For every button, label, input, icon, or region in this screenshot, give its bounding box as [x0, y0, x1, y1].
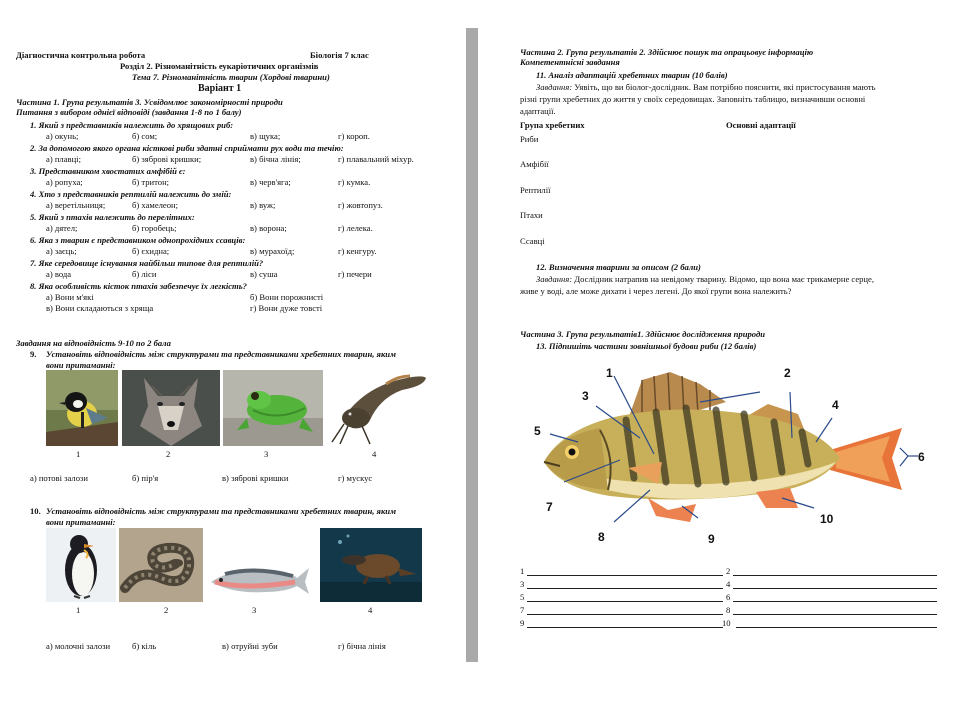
- question-2-option-a[interactable]: а) плавці;: [46, 154, 81, 164]
- answer-line-9[interactable]: [527, 618, 723, 628]
- q10-option-a[interactable]: а) молочні залози: [46, 641, 111, 651]
- page-divider: [466, 28, 478, 662]
- salmon-photo: [205, 560, 313, 602]
- question-7-text: 7. Яке середовище існування найбільш типове для рептилій?: [30, 258, 264, 268]
- fish-label-7: 7: [546, 500, 553, 514]
- answer-num-10: 10: [722, 618, 731, 628]
- q10-option-c[interactable]: в) отруйні зуби: [222, 641, 278, 651]
- q12-task-line2: живе у воді, але може дихати і через легені. До якої групи вона належить?: [520, 286, 792, 296]
- question-4-text: 4. Хто з представників рептилій належить до змій:: [30, 189, 232, 199]
- question-6-option-a[interactable]: а) заєць;: [46, 246, 77, 256]
- question-2-option-c[interactable]: в) бічна лінія;: [250, 154, 301, 164]
- question-1-option-c[interactable]: в) щука;: [250, 131, 281, 141]
- answer-line-5[interactable]: [527, 592, 723, 602]
- table-col-adaptations: Основні адаптації: [726, 120, 796, 130]
- fish-label-3: 3: [582, 389, 589, 403]
- answer-line-6[interactable]: [733, 592, 937, 602]
- q11-task-line2: різні групи хребетних до життя у своїх середовищах. Заповніть таблицю, визначивши основні: [520, 94, 866, 104]
- question-1-option-b[interactable]: б) сом;: [132, 131, 158, 141]
- q8-option-a[interactable]: а) Вони м'які: [46, 292, 94, 302]
- answer-line-10[interactable]: [736, 618, 937, 628]
- answer-line-8[interactable]: [733, 605, 937, 615]
- q12-task-line1: [536, 274, 874, 284]
- q9-label-3: 3: [264, 449, 269, 459]
- question-4-option-d[interactable]: г) жовтопуз.: [338, 200, 383, 210]
- q12-title: 12. Визначення тварини за описом (2 бали): [536, 262, 701, 272]
- q10-label-3: 3: [252, 605, 257, 615]
- q11-task-line1: [536, 82, 876, 92]
- q8-text: 8. Яка особливість кісток птахів забезпечує їх легкість?: [30, 281, 247, 291]
- snake-photo: [119, 528, 203, 602]
- question-1-text: 1. Який з представників належить до хрящових риб:: [30, 120, 234, 130]
- header-right: Біологія 7 клас: [310, 50, 369, 60]
- fish-diagram: [530, 358, 940, 554]
- catfish-photo: [326, 370, 430, 446]
- q10-option-d[interactable]: г) бічна лінія: [338, 641, 386, 651]
- question-2-option-b[interactable]: б) зяброві кришки;: [132, 154, 202, 164]
- answer-line-1[interactable]: [527, 566, 723, 576]
- answer-line-2[interactable]: [733, 566, 937, 576]
- question-3-text: 3. Представником хвостатих амфібій є:: [30, 166, 186, 176]
- question-7-option-b[interactable]: б) ліси: [132, 269, 157, 279]
- table-row-mammals: Ссавці: [520, 236, 545, 246]
- fish-label-8: 8: [598, 530, 605, 544]
- part1-subtitle: Питання з вибором однієї відповіді (завдання 1-8 по 1 балу): [16, 107, 242, 117]
- q8-option-d[interactable]: г) Вони дуже товсті: [250, 303, 323, 313]
- fish-label-5: 5: [534, 424, 541, 438]
- answer-num-7: 7: [520, 605, 525, 615]
- part2-subtitle: Компетентнісні завдання: [520, 57, 620, 67]
- q9-label-4: 4: [372, 449, 377, 459]
- q8-option-b[interactable]: б) Вони порожнисті: [250, 292, 324, 302]
- question-6-option-d[interactable]: г) кенгуру.: [338, 246, 377, 256]
- q9-option-b[interactable]: б) пір'я: [132, 473, 159, 483]
- table-row-reptiles: Рептилії: [520, 185, 551, 195]
- part2-title: Частина 2. Група результатів 2. Здійснює пошук та опрацьовує інформацію: [520, 47, 814, 57]
- fish-label-2: 2: [784, 366, 791, 380]
- question-5-option-b[interactable]: б) горобець;: [132, 223, 177, 233]
- platypus-photo: [320, 528, 422, 602]
- fish-label-1: 1: [606, 366, 613, 380]
- question-4-option-b[interactable]: б) хамелеон;: [132, 200, 179, 210]
- question-1-option-d[interactable]: г) короп.: [338, 131, 370, 141]
- titmouse-photo: [46, 370, 118, 446]
- q10-number: 10.: [30, 506, 41, 516]
- q9-option-d[interactable]: г) мускус: [338, 473, 373, 483]
- part1-title: Частина 1. Група результатів 3. Усвідомлює закономірності природи: [16, 97, 283, 107]
- question-3-option-a[interactable]: а) ропуха;: [46, 177, 83, 187]
- answer-num-2: 2: [726, 566, 731, 576]
- question-5-option-c[interactable]: в) ворона;: [250, 223, 287, 233]
- fish-label-6: 6: [918, 450, 925, 464]
- answer-num-5: 5: [520, 592, 525, 602]
- fish-label-4: 4: [832, 398, 839, 412]
- part3-title: Частина 3. Група результатів1. Здійснює дослідження природи: [520, 329, 765, 339]
- answer-num-8: 8: [726, 605, 731, 615]
- fish-label-9: 9: [708, 532, 715, 546]
- match-header: Завдання на відповідність 9-10 по 2 бала: [16, 338, 171, 348]
- question-3-option-c[interactable]: в) черв'яга;: [250, 177, 291, 187]
- question-6-text: 6. Яка з тварин є представником однопрохідних ссавців:: [30, 235, 246, 245]
- q9-label-1: 1: [76, 449, 81, 459]
- q9-option-c[interactable]: в) зяброві кришки: [222, 473, 289, 483]
- q8-option-c[interactable]: в) Вони складаються з хряща: [46, 303, 154, 313]
- topic-title: Тема 7. Різноманітність тварин (Хордові тварини): [132, 72, 330, 82]
- question-2-text: 2. За допомогою якого органа кісткові риби здатні сприймати рух води та течію:: [30, 143, 344, 153]
- q9-option-a[interactable]: а) потові залози: [30, 473, 89, 483]
- question-3-option-d[interactable]: г) кумка.: [338, 177, 371, 187]
- q13-title: 13. Підпишіть частини зовнішньої будови риби (12 балів): [536, 341, 757, 351]
- answer-num-6: 6: [726, 592, 731, 602]
- table-col-group: Група хребетних: [520, 120, 585, 130]
- question-5-text: 5. Який з птахів належить до перелітних:: [30, 212, 195, 222]
- q11-task-line3: адаптації.: [520, 106, 556, 116]
- q10-label-2: 2: [164, 605, 169, 615]
- question-3-option-b[interactable]: б) тритон;: [132, 177, 170, 187]
- q9-text-line2: вони притаманні:: [46, 360, 116, 370]
- q9-text-line1: Установіть відповідність між структурами та представниками хребетних тварин, яким: [46, 349, 396, 359]
- answer-line-7[interactable]: [527, 605, 723, 615]
- variant-title: Варіант 1: [198, 83, 242, 94]
- question-7-option-c[interactable]: в) суша: [250, 269, 278, 279]
- answer-line-4[interactable]: [733, 579, 937, 589]
- question-7-option-a[interactable]: а) вода: [46, 269, 72, 279]
- q9-label-2: 2: [166, 449, 171, 459]
- question-5-option-d[interactable]: г) лелека.: [338, 223, 373, 233]
- q10-text-line1: Установіть відповідність між структурами та представниками хребетних тварин, яким: [46, 506, 396, 516]
- question-4-option-a[interactable]: а) веретільниця;: [46, 200, 106, 210]
- question-4-option-c[interactable]: в) вуж;: [250, 200, 276, 210]
- question-1-option-a[interactable]: а) окунь;: [46, 131, 79, 141]
- wolf-photo: [122, 370, 220, 446]
- answer-num-3: 3: [520, 579, 525, 589]
- q10-text-line2: вони притаманні:: [46, 517, 116, 527]
- q10-label-1: 1: [76, 605, 81, 615]
- table-row-amphibians: Амфібії: [520, 159, 549, 169]
- header-left: Діагностична контрольна робота: [16, 50, 146, 60]
- answer-num-9: 9: [520, 618, 525, 628]
- table-row-fish: Риби: [520, 134, 539, 144]
- section-title: Розділ 2. Різноманітність еукаріотичних організмів: [120, 61, 319, 71]
- question-7-option-d[interactable]: г) печери: [338, 269, 372, 279]
- q10-label-4: 4: [368, 605, 373, 615]
- table-row-birds: Птахи: [520, 210, 543, 220]
- q9-number: 9.: [30, 349, 37, 359]
- fish-label-10: 10: [820, 512, 834, 526]
- question-6-option-c[interactable]: в) мурахоїд;: [250, 246, 295, 256]
- penguin-photo: [46, 528, 116, 602]
- q11-task-label: Завдання:: [536, 82, 573, 92]
- question-2-option-d[interactable]: г) плавальний міхур.: [338, 154, 414, 164]
- q12-task-label: Завдання:: [536, 274, 573, 284]
- frog-photo: [223, 370, 323, 446]
- question-6-option-b[interactable]: б) єхидна;: [132, 246, 170, 256]
- q11-title: 11. Аналіз адаптацій хребетних тварин (10 балів): [536, 70, 728, 80]
- answer-line-3[interactable]: [527, 579, 723, 589]
- q11-task-text1: Уявіть, що ви біолог-дослідник. Вам потрібно пояснити, які пристосування мають: [572, 82, 876, 92]
- q10-option-b[interactable]: б) кіль: [132, 641, 157, 651]
- answer-num-4: 4: [726, 579, 731, 589]
- q12-task-text1: Дослідник натрапив на невідому тварину. Відомо, що вона має трикамерне серце,: [572, 274, 874, 284]
- answer-num-1: 1: [520, 566, 525, 576]
- question-5-option-a[interactable]: а) дятел;: [46, 223, 78, 233]
